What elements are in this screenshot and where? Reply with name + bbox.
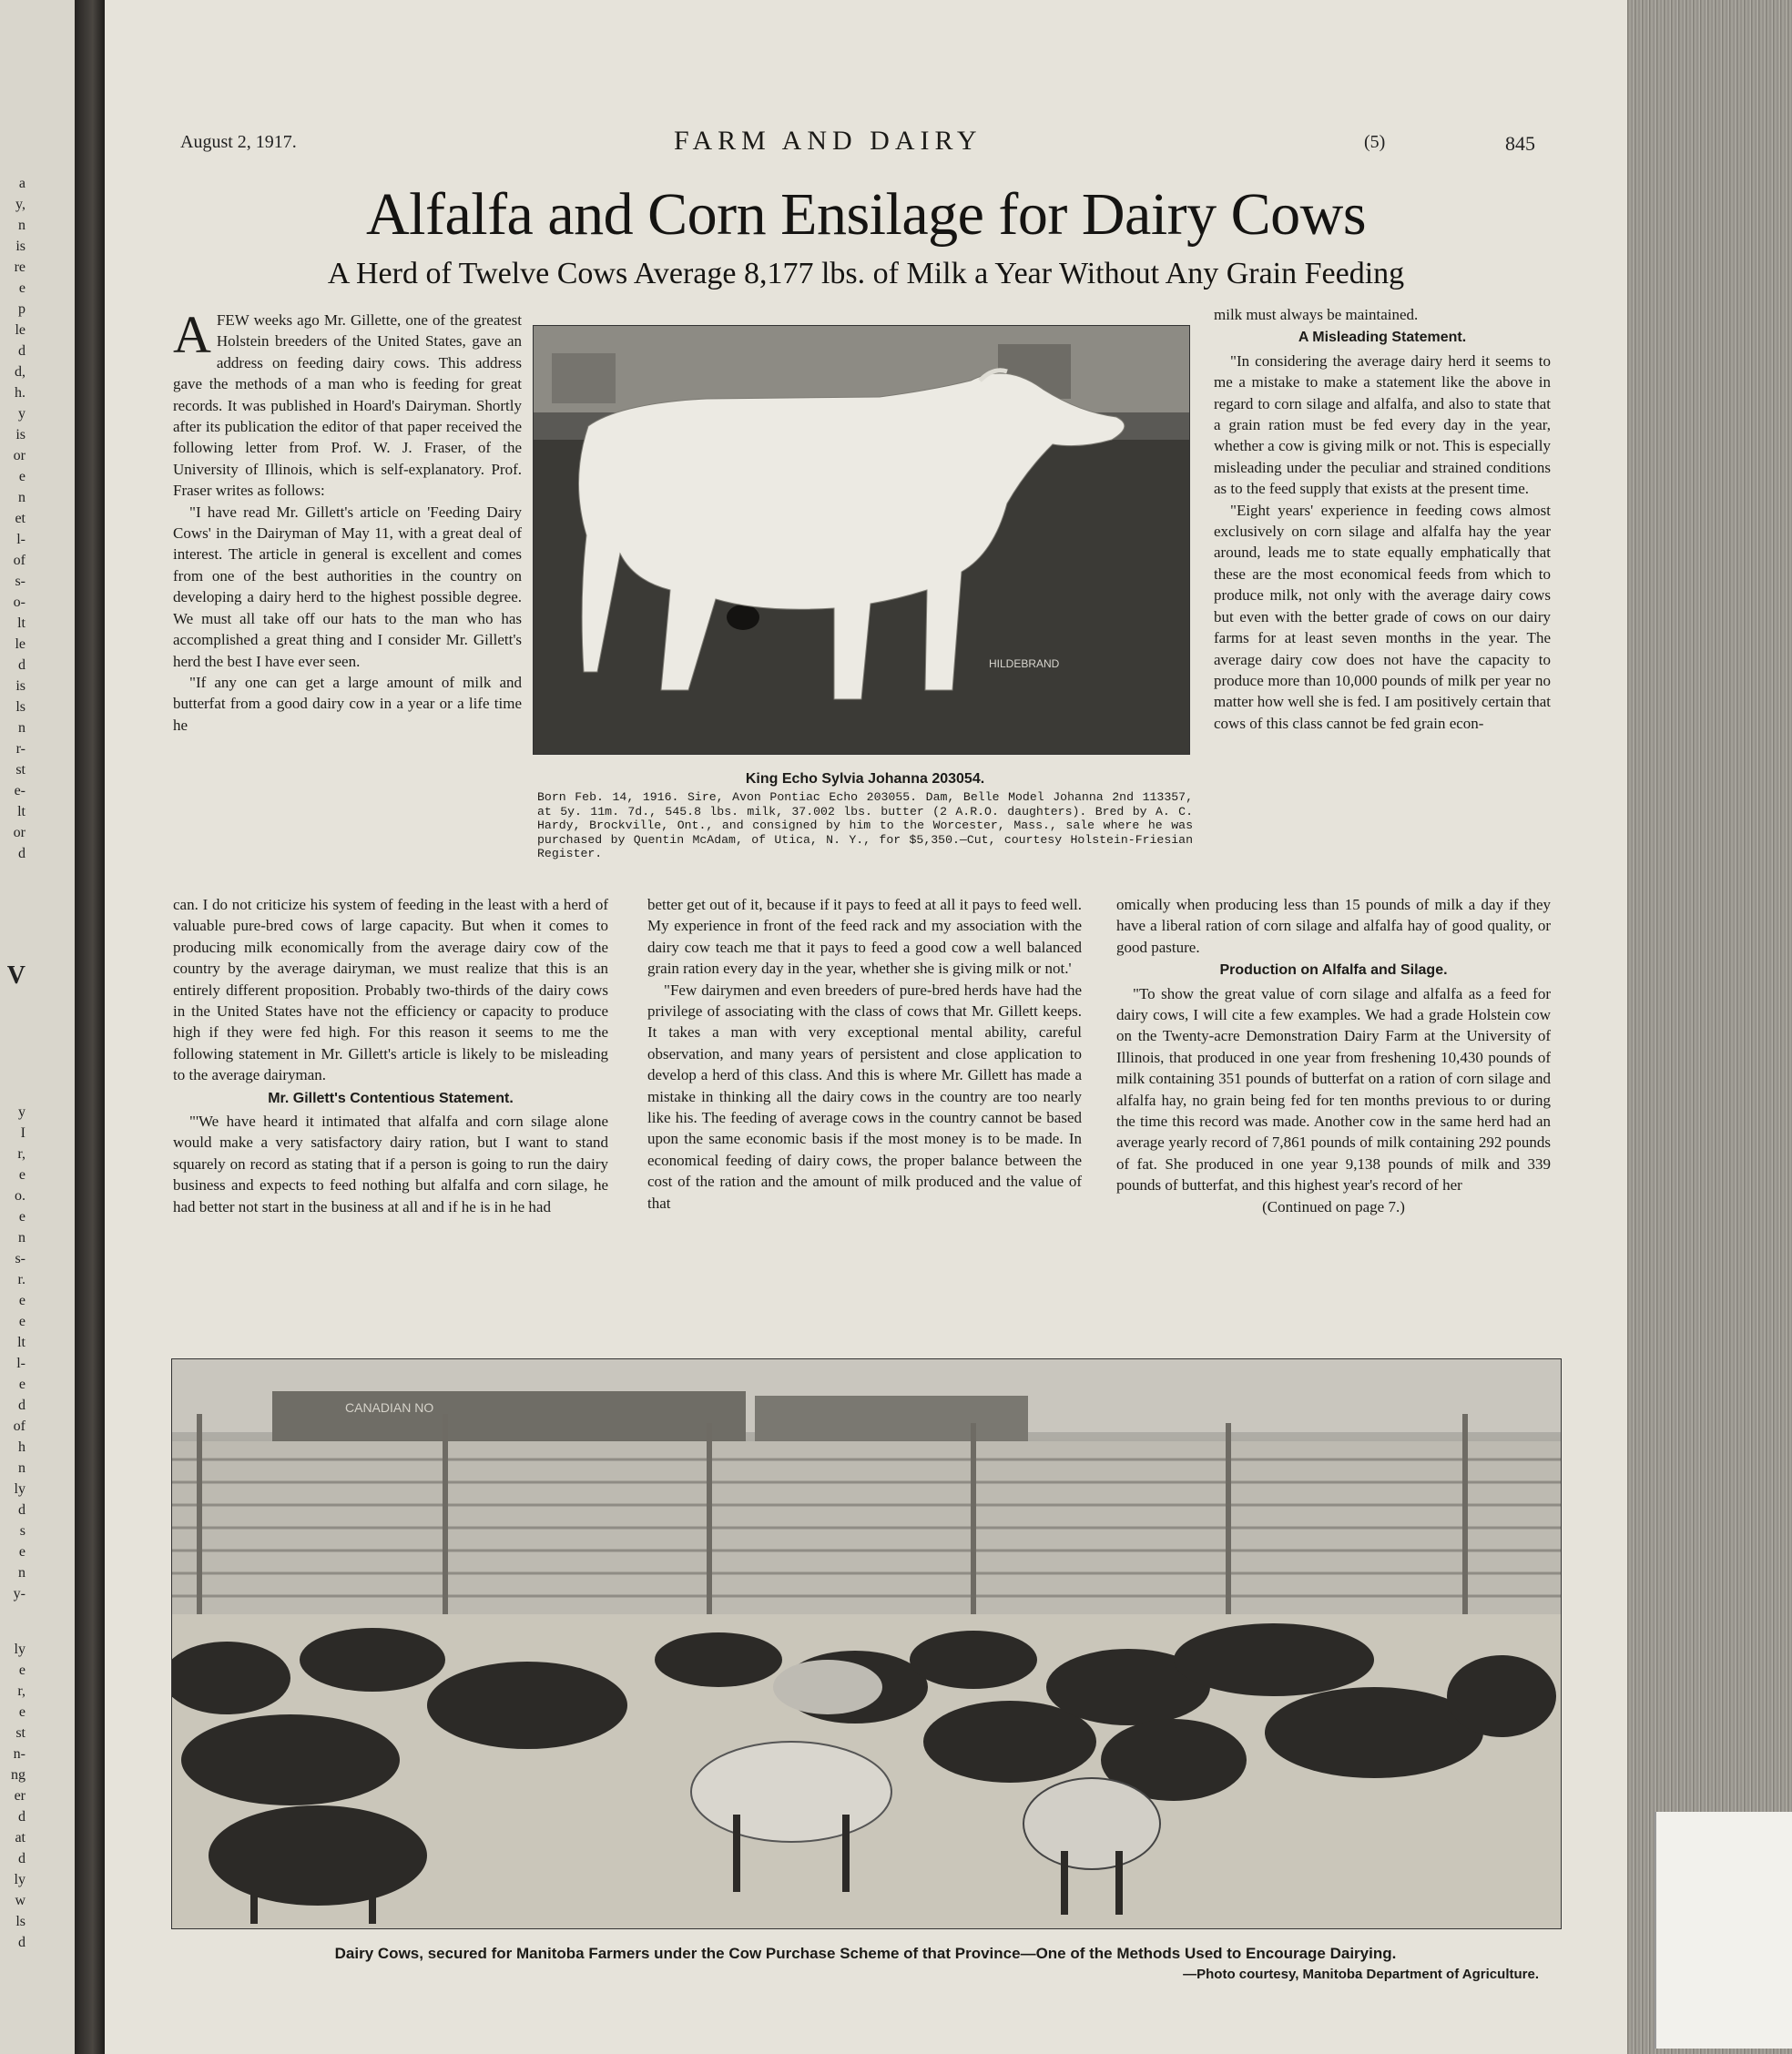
column-3-upper: [1214, 304, 1551, 734]
stacked-page-edges: [1627, 0, 1792, 2054]
paragraph: FEW weeks ago Mr. Gillette, one of the greatest Holstein breeders of the United States, gave an address on feeding dairy cows. This address gave the methods of a man who is feeding for great records. It was published in Hoard's Dairyman. Shortly after its publication the editor of that paper received the following letter from Prof. W. J. Fraser, of the University of Illinois, which is self-explanatory. Prof. Fraser writes as follows:: [173, 311, 522, 500]
article-subtitle: A Herd of Twelve Cows Average 8,177 lbs. of Milk a Year Without Any Grain Feeding: [327, 257, 1405, 290]
paragraph: "I have read Mr. Gillett's article on 'Feeding Dairy Cows' in the Dairyman of May 11, with a great deal of interest. The article in general is excellent and comes from one of the best authorities in the country on developing a dairy herd to the highest possible degree. We must all take off our hats to the man who has accomplished a great thing and I consider Mr. Gillett's herd the best I have ever seen.: [173, 503, 522, 670]
section-number: (5): [1364, 132, 1386, 152]
continued-notice: (Continued on page 7.): [1262, 1197, 1405, 1215]
paragraph: "In considering the average dairy herd it seems to me a mistake to make a statement like the above in regard to corn silage and alfalfa, and also to state that a grain ration must be fed every day in the year, whether a cow is giving milk or not. This is especially misleading under the peculiar and strained conditions as to the feed supply that exists at the present time.: [1214, 351, 1551, 498]
adjacent-page-text-fragment: y I r, e o. e n s- r. e e lt l- e d of h n ly d s e n y-: [13, 1104, 25, 1602]
bull-photo: [533, 325, 1190, 755]
column-3-lower: [1116, 894, 1551, 1217]
drop-cap: A: [173, 305, 211, 364]
subhead: Mr. Gillett's Contentious Statement.: [268, 1090, 514, 1106]
paper-tab: [1655, 1812, 1792, 2049]
paragraph: "To show the great value of corn silage and alfalfa as a feed for dairy cows, I will cite a few examples. We had a grade Holstein cow on the Twenty-acre Demonstration Dairy Farm at the University of Illinois, that produced in one year from freshening 10,430 pounds of milk containing 351 pounds of butterfat on a ration of corn silage and alfalfa hay, no grain being fed for ten months previous to or during the time this record was made. Another cow in the same herd had an average yearly record of 7,861 pounds of milk containing 292 pounds of fat. She produced in one year 9,138 pounds of milk and 339 pounds of butterfat, and this highest year's record of her: [1116, 984, 1551, 1195]
column-1-lower: [173, 894, 608, 1217]
photographer-signature: HILDEBRAND: [989, 657, 1060, 670]
caption-title: King Echo Sylvia Johanna 203054.: [745, 771, 985, 787]
caption-body: Born Feb. 14, 1916. Sire, Avon Pontiac Echo 203055. Dam, Belle Model Johanna 2nd 113357, at 5y. 11m. 7d., 545.8 lbs. milk, 37.002 lbs. butter (2 A.R.O. daughters). Bred by A. C. Hardy, Brockville, Ont., and consigned by him to the Worcester, Mass., sale where he was purchased by Quentin McAdam, of Utica, N. Y., for $5,350.—Cut, courtesy Holstein-Friesian Register.: [537, 790, 1193, 860]
cow-pen-illustration: [172, 1359, 1561, 1928]
dairy-cows-caption: Dairy Cows, secured for Manitoba Farmers under the Cow Purchase Scheme of that Province—One of the Methods Used to Encourage Dairying.: [334, 1945, 1397, 1962]
paragraph: "'We have heard it intimated that alfalfa and corn silage alone would make a very satisfactory dairy ration, but I want to stand squarely on record as stating that if a person is going to run the dairy business and expects to feed nothing but alfalfa and corn silage, he had better not start in the business at all and if he is in he had: [173, 1113, 608, 1215]
paragraph: "Few dairymen and even breeders of pure-bred herds have had the privilege of associating with the class of cows that Mr. Gillett keeps. It takes a man with very exceptional mental ability, careful observation, and many years of persistent and close application to develop a herd of this class. And this is where Mr. Gillett has made a mistake in thinking all the dairy cows in the country are too nearly like his. The feeding of average cows in the country cannot be based upon the same economic basis if the most money is to be made. In economical feeding of dairy cows, the proper balance between the cost of the ration and the amount of milk produced and the value of that: [647, 981, 1082, 1212]
paragraph: omically when producing less than 15 pounds of milk a day if they have a liberal ration of corn silage and alfalfa hay of good quality, or good pasture.: [1116, 896, 1551, 956]
masthead: FARM AND DAIRY: [674, 126, 983, 156]
subhead: A Misleading Statement.: [1298, 330, 1467, 346]
boxcar-lettering: CANADIAN NO: [345, 1400, 434, 1415]
bull-caption: [537, 772, 1193, 861]
adjacent-page-text-fragment: V: [6, 961, 25, 990]
page-number: 845: [1505, 132, 1535, 155]
subhead: Production on Alfalfa and Silage.: [1219, 962, 1448, 979]
paragraph: can. I do not criticize his system of feeding in the least with a herd of valuable pure-bred cows of large capacity. But when it comes to producing milk economically from the average dairy cow of the country by the average dairyman, we must realize that this is an entirely different proposition. Probably two-thirds of the dairy cows in the United States have not the efficiency or capacity to produce high if they were fed high. For this reason it seems to me the following statement in Mr. Gillett's article is likely to be misleading to the average dairyman.: [173, 896, 608, 1084]
paragraph: "Eight years' experience in feeding cows almost exclusively on corn silage and alfalfa hay the year around, leads me to state equally emphatically that these are the most economical feeds from which to produce milk, not only with the average dairy cows but even with the better grade of cows on our dairy farms for at least seven months in the year. The average dairy cow does not have the capacity to produce more than 10,000 pounds of milk per year no matter how well she is fed. I am positively certain that cows of this class cannot be fed grain econ-: [1214, 501, 1551, 732]
book-gutter: [75, 0, 105, 2054]
paragraph: better get out of it, because if it pays to feed at all it pays to feed well. My experience in front of the feed rack and my association with the dairy cow teach me that it pays to feed a good cow a well balanced grain ration every day in the year, whether she is giving milk or not.': [647, 896, 1082, 978]
photo-credit: —Photo courtesy, Manitoba Department of Agriculture.: [1183, 1967, 1539, 1982]
issue-date: August 2, 1917.: [180, 132, 297, 152]
adjacent-page-text-fragment: ly e r, e st n- ng er d at d ly w ls d: [11, 1642, 25, 1950]
paragraph: milk must always be maintained.: [1214, 306, 1419, 323]
adjacent-page-text-fragment: a y, n is re e p le d d, h. y is or e n et l- of s- o- lt le d is ls n r- st e- lt or d: [13, 176, 25, 861]
bull-illustration: [534, 326, 1189, 754]
dairy-cows-photo: [171, 1358, 1562, 1929]
article-title: Alfalfa and Corn Ensilage for Dairy Cows: [365, 181, 1367, 248]
paragraph: "If any one can get a large amount of milk and butterfat from a good dairy cow in a year or a life time he: [173, 673, 522, 734]
column-1-upper: [173, 305, 522, 736]
adjacent-page-edge: [0, 0, 105, 2054]
column-2-lower: [647, 894, 1082, 1214]
